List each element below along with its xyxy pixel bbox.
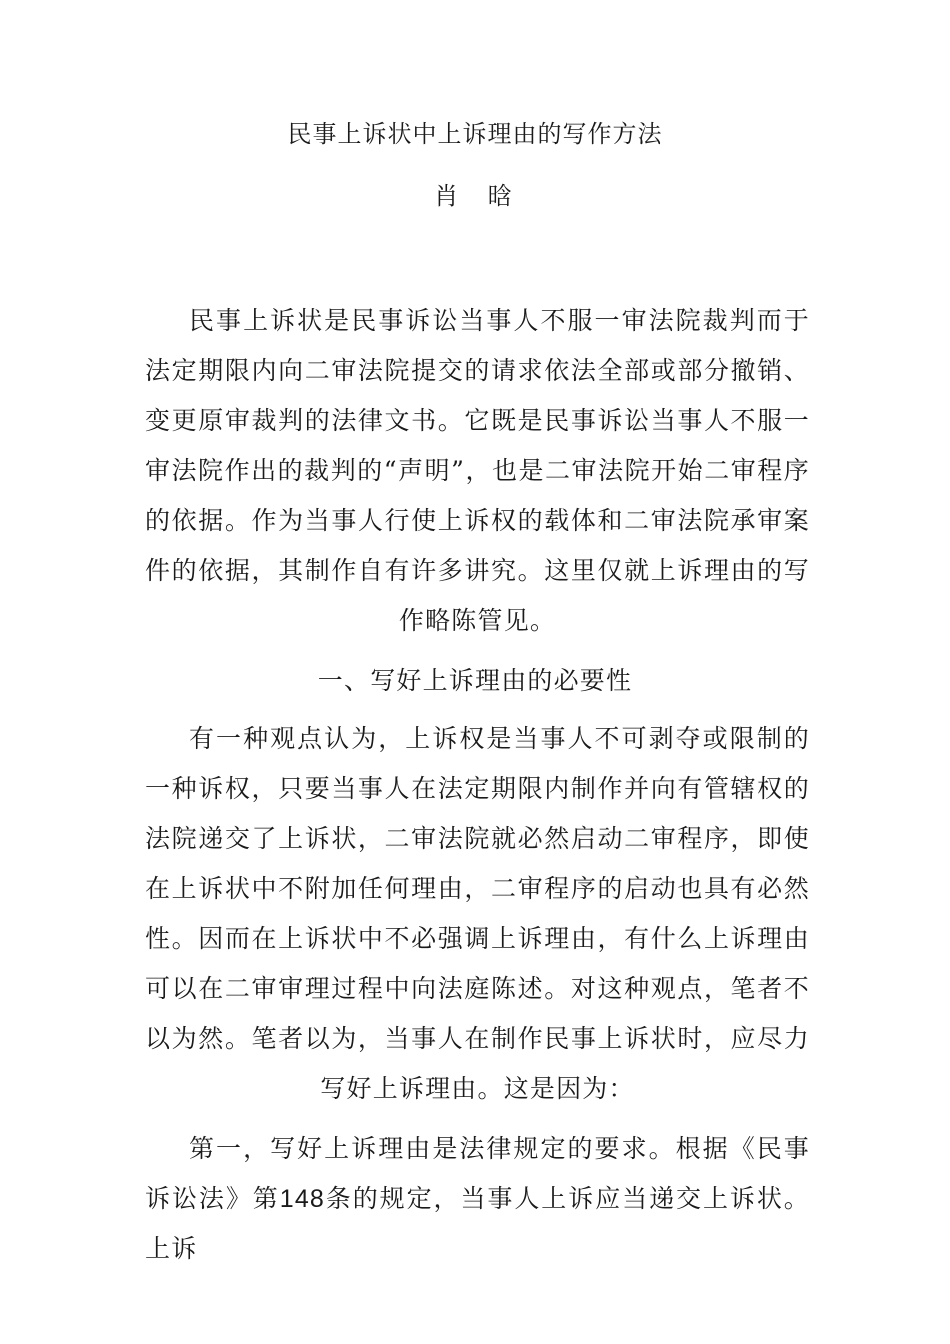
- paragraph-text-part-2: 条的规定，当事人上诉应当递交上诉状。上诉: [145, 1184, 810, 1263]
- section-heading: 一、写好上诉理由的必要性: [317, 666, 633, 695]
- section-paragraph-2: [145, 1124, 810, 1274]
- intro-paragraph: 民事上诉状是民事诉讼当事人不服一审法院裁判而于法定期限内向二审法院提交的请求依法全部或部分撤销、变更原审裁判的法律文书。它既是民事诉讼当事人不服一审法院作出的裁判的“声明”，也是二审法院开始二审程序的依据。作为当事人行使上诉权的载体和二审法院承审案件的依据，其制作自有许多讲究。这里仅就上诉理由的写作略陈管见。: [145, 306, 810, 635]
- article-number: 148: [279, 1185, 326, 1213]
- document-title: 民事上诉状中上诉理由的写作方法: [287, 120, 663, 148]
- document-author: 肖 晗: [434, 182, 516, 210]
- section-paragraph-1: 有一种观点认为，上诉权是当事人不可剥夺或限制的一种诉权，只要当事人在法定期限内制作并向有管辖权的法院递交了上诉状，二审法院就必然启动二审程序，即使在上诉状中不附加任何理由，二审程序的启动也具有必然性。因而在上诉状中不必强调上诉理由，有什么上诉理由可以在二审审理过程中向法庭陈述。对这种观点，笔者不以为然。笔者以为，当事人在制作民事上诉状时，应尽力写好上诉理由。这是因为：: [145, 724, 810, 1103]
- paragraph-text-part-1: 第一，写好上诉理由是法律规定的要求。根据《民事诉讼法》第: [145, 1134, 810, 1213]
